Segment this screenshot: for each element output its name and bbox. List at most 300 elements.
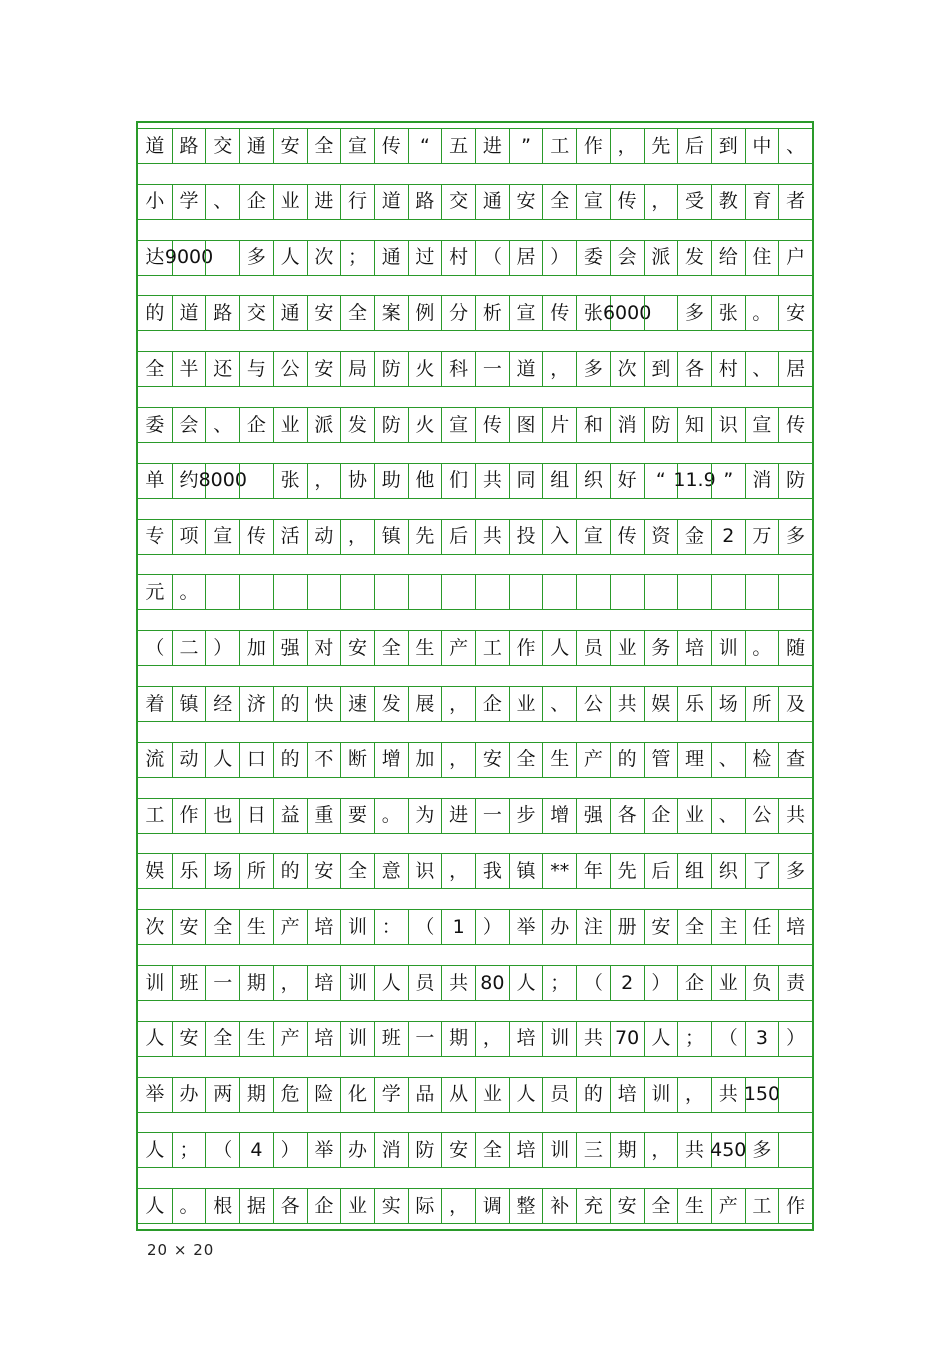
grid-row (138, 1132, 812, 1168)
grid-cell: 宣 (509, 296, 543, 330)
grid-cell: 业 (677, 799, 711, 833)
grid-cell: 防 (644, 408, 678, 442)
grid-cell: 例 (408, 296, 442, 330)
grid-cell: 也 (205, 799, 239, 833)
grid-cell: （ (711, 1022, 745, 1056)
grid-cell: 场 (205, 854, 239, 888)
grid-cell: 办 (172, 1078, 206, 1112)
grid-cell: 镇 (172, 687, 206, 721)
grid-cell: 会 (610, 241, 644, 275)
grid-cell: 培 (778, 910, 812, 944)
grid-cell (475, 575, 509, 609)
grid-cell: 据 (239, 1189, 273, 1223)
grid-cell: 培 (610, 1078, 644, 1112)
grid-cell: 助 (374, 464, 408, 498)
grid-cell: ） (205, 631, 239, 665)
grid-cell: 过 (408, 241, 442, 275)
grid-cell: 次 (307, 241, 341, 275)
grid-cell: 通 (239, 129, 273, 163)
grid-cell: 整 (509, 1189, 543, 1223)
grid-cell: （ (145, 636, 165, 659)
grid-cell: 中 (745, 129, 779, 163)
grid-cell: （ (475, 241, 509, 275)
grid-cell: 着 (145, 692, 165, 715)
grid-cell: 张 (576, 296, 610, 330)
grid-cell: 约 (172, 464, 206, 498)
grid-cell: 全 (374, 631, 408, 665)
grid-cell: 产 (711, 1189, 745, 1223)
grid-cell: 作 (576, 129, 610, 163)
grid-cell: 资 (644, 520, 678, 554)
grid-cell: 全 (542, 185, 576, 219)
grid-cell (441, 575, 475, 609)
grid-cell: “ (644, 464, 678, 498)
grid-cell: 经 (205, 687, 239, 721)
grid-cell: （ (408, 910, 442, 944)
grid-cell: 教 (711, 185, 745, 219)
grid-cell: 防 (778, 464, 812, 498)
grid-cell: 企 (239, 185, 273, 219)
grid-cell (745, 575, 779, 609)
grid-cell: 居 (509, 241, 543, 275)
grid-cell: 发 (677, 241, 711, 275)
grid-cell: 全 (205, 910, 239, 944)
grid-cell: 传 (610, 520, 644, 554)
grid-cell: 次 (610, 352, 644, 386)
grid-cell: 全 (340, 854, 374, 888)
grid-cell: ， (441, 687, 475, 721)
grid-cell: 负 (745, 966, 779, 1000)
grid-cell: 重 (307, 799, 341, 833)
grid-cell: 人 (145, 1027, 165, 1050)
grid-cell: 村 (441, 241, 475, 275)
grid-cell: 4 (239, 1133, 273, 1167)
grid-cell: 识 (408, 854, 442, 888)
grid-cell: 宣 (205, 520, 239, 554)
grid-cell (239, 575, 273, 609)
grid-cell: 宣 (745, 408, 779, 442)
grid-cell: 共 (711, 1078, 745, 1112)
grid-cell: 2 (610, 966, 644, 1000)
grid-cell: 培 (509, 1022, 543, 1056)
grid-cell: 一 (205, 966, 239, 1000)
grid-cell: 消 (745, 464, 779, 498)
grid-cell: 好 (610, 464, 644, 498)
grid-cell: 期 (239, 966, 273, 1000)
grid-row (138, 407, 812, 443)
grid-cell: 通 (475, 185, 509, 219)
grid-cell: 、 (711, 743, 745, 777)
grid-cell: 户 (778, 241, 812, 275)
grid-row (138, 630, 812, 666)
grid-cell: 业 (273, 185, 307, 219)
grid-cell: 8000 (205, 464, 239, 498)
grid-cell: 后 (677, 129, 711, 163)
grid-row (138, 128, 812, 164)
grid-cell: 村 (711, 352, 745, 386)
grid-cell: 共 (441, 966, 475, 1000)
grid-cell: 。 (745, 631, 779, 665)
grid-cell: 织 (576, 464, 610, 498)
grid-cell: 局 (340, 352, 374, 386)
grid-cell: 专 (145, 525, 165, 548)
grid-cell: 工 (145, 804, 165, 827)
grid-cell: 人 (374, 966, 408, 1000)
grid-cell: 业 (610, 631, 644, 665)
grid-cell: 9000 (172, 241, 206, 275)
grid-cell (711, 575, 745, 609)
grid-row (138, 686, 812, 722)
grid-cell: 多 (778, 854, 812, 888)
grid-cell: 人 (644, 1022, 678, 1056)
grid-cell: 道 (374, 185, 408, 219)
grid-cell: 危 (273, 1078, 307, 1112)
grid-cell: 管 (644, 743, 678, 777)
grid-cell: 快 (307, 687, 341, 721)
grid-cell: 一 (475, 799, 509, 833)
grid-cell: 多 (778, 520, 812, 554)
grid-cell: 多 (576, 352, 610, 386)
grid-cell: 化 (340, 1078, 374, 1112)
grid-cell: 全 (340, 296, 374, 330)
grid-cell: 公 (745, 799, 779, 833)
grid-cell: ； (172, 1133, 206, 1167)
grid-cell: 日 (239, 799, 273, 833)
grid-cell: ， (441, 743, 475, 777)
grid-cell: 强 (273, 631, 307, 665)
grid-cell: 安 (340, 631, 374, 665)
grid-cell: 道 (172, 296, 206, 330)
grid-cell: 期 (610, 1133, 644, 1167)
grid-cell: 举 (307, 1133, 341, 1167)
grid-cell (307, 575, 341, 609)
grid-row (138, 240, 812, 276)
grid-row (138, 463, 812, 499)
grid-cell: 各 (677, 352, 711, 386)
grid-cell (205, 241, 239, 275)
grid-cell: 培 (509, 1133, 543, 1167)
grid-cell: 展 (408, 687, 442, 721)
grid-cell: 先 (408, 520, 442, 554)
grid-cell: ： (374, 910, 408, 944)
grid-cell: 员 (542, 1078, 576, 1112)
grid-cell: ， (677, 1078, 711, 1112)
grid-cell: 从 (441, 1078, 475, 1112)
grid-cell: 。 (172, 575, 206, 609)
grid-cell: 业 (340, 1189, 374, 1223)
grid-cell: 通 (273, 296, 307, 330)
grid-cell: 产 (441, 631, 475, 665)
grid-cell: 育 (745, 185, 779, 219)
grid-cell: “ (408, 129, 442, 163)
grid-cell: ） (273, 1133, 307, 1167)
grid-cell: 产 (273, 910, 307, 944)
grid-cell: 安 (778, 296, 812, 330)
grid-cell (778, 1078, 812, 1112)
grid-cell: 举 (145, 1083, 165, 1106)
grid-cell: 人 (273, 241, 307, 275)
grid-cell: 交 (205, 129, 239, 163)
grid-cell: 员 (576, 631, 610, 665)
grid-cell: 镇 (509, 854, 543, 888)
grid-cell: 增 (374, 743, 408, 777)
grid-cell (374, 575, 408, 609)
grid-cell (677, 575, 711, 609)
grid-cell: 到 (644, 352, 678, 386)
grid-cell: 安 (610, 1189, 644, 1223)
grid-cell: 元 (145, 580, 165, 603)
grid-cell: 活 (273, 520, 307, 554)
grid-cell: 。 (745, 296, 779, 330)
grid-cell: 共 (610, 687, 644, 721)
grid-cell: 火 (408, 352, 442, 386)
grid-cell: 一 (408, 1022, 442, 1056)
grid-cell (239, 464, 273, 498)
grid-cell: 共 (677, 1133, 711, 1167)
grid-cell: 作 (172, 799, 206, 833)
grid-cell: 和 (576, 408, 610, 442)
grid-cell: 安 (307, 352, 341, 386)
grid-row (138, 798, 812, 834)
grid-cell: 娱 (644, 687, 678, 721)
grid-cell: 宣 (576, 185, 610, 219)
grid-cell: 培 (307, 1022, 341, 1056)
grid-cell: 委 (576, 241, 610, 275)
grid-cell: 传 (475, 408, 509, 442)
grid-cell: 补 (542, 1189, 576, 1223)
grid-cell: 。 (172, 1189, 206, 1223)
grid-cell: 行 (340, 185, 374, 219)
grid-cell: 务 (644, 631, 678, 665)
grid-cell: 工 (475, 631, 509, 665)
grid-cell: 年 (576, 854, 610, 888)
grid-cell: 强 (576, 799, 610, 833)
grid-row (138, 184, 812, 220)
grid-cell: 通 (374, 241, 408, 275)
grid-cell: 传 (239, 520, 273, 554)
grid-cell: 70 (610, 1022, 644, 1056)
grid-cell: 给 (711, 241, 745, 275)
grid-cell: 传 (374, 129, 408, 163)
grid-cell: 传 (610, 185, 644, 219)
grid-cell: 居 (778, 352, 812, 386)
grid-cell: ） (542, 241, 576, 275)
grid-cell: 动 (172, 743, 206, 777)
grid-cell: ， (441, 854, 475, 888)
grid-cell (644, 575, 678, 609)
grid-cell: 道 (509, 352, 543, 386)
grid-cell: 主 (711, 910, 745, 944)
grid-cell: 业 (273, 408, 307, 442)
grid-cell: 进 (441, 799, 475, 833)
grid-cell: 办 (542, 910, 576, 944)
grid-cell: 人 (542, 631, 576, 665)
grid-cell: 不 (307, 743, 341, 777)
grid-row (138, 853, 812, 889)
grid-cell: 路 (172, 129, 206, 163)
grid-cell: 学 (374, 1078, 408, 1112)
grid-cell: 培 (307, 910, 341, 944)
grid-cell: 各 (610, 799, 644, 833)
grid-cell: 生 (408, 631, 442, 665)
grid-cell: 火 (408, 408, 442, 442)
grid-cell (778, 575, 812, 609)
grid-cell: 加 (239, 631, 273, 665)
grid-cell: 安 (441, 1133, 475, 1167)
grid-cell: 训 (711, 631, 745, 665)
grid-cell: 发 (374, 687, 408, 721)
grid-cell: 多 (239, 241, 273, 275)
grid-cell: 道 (145, 134, 165, 157)
grid-cell (205, 575, 239, 609)
grid-cell: ** (542, 854, 576, 888)
grid-cell: 训 (340, 966, 374, 1000)
grid-cell: ， (273, 966, 307, 1000)
grid-row (138, 742, 812, 778)
grid-cell: 生 (239, 1022, 273, 1056)
grid-cell: 济 (239, 687, 273, 721)
grid-cell: 根 (205, 1189, 239, 1223)
grid-row (138, 574, 812, 610)
grid-cell: 调 (475, 1189, 509, 1223)
grid-cell: 发 (340, 408, 374, 442)
grid-cell: 注 (576, 910, 610, 944)
grid-cell: 宣 (441, 408, 475, 442)
grid-cell: 投 (509, 520, 543, 554)
grid-cell: 派 (644, 241, 678, 275)
grid-cell: ； (340, 241, 374, 275)
grid-cell: 业 (509, 687, 543, 721)
grid-cell: ” (711, 464, 745, 498)
grid-cell: 所 (745, 687, 779, 721)
grid-cell: 为 (408, 799, 442, 833)
grid-cell: 组 (677, 854, 711, 888)
grid-cell: 、 (778, 129, 812, 163)
grid-row (138, 1077, 812, 1113)
grid-cell: 培 (677, 631, 711, 665)
grid-cell: 的 (610, 743, 644, 777)
grid-cell: 理 (677, 743, 711, 777)
grid-cell: 多 (677, 296, 711, 330)
grid-cell: 安 (172, 1022, 206, 1056)
grid-cell: 150 (745, 1078, 779, 1112)
grid-cell (778, 1133, 812, 1167)
grid-cell (408, 575, 442, 609)
grid-cell: 实 (374, 1189, 408, 1223)
grid-cell: 加 (408, 743, 442, 777)
grid-cell: 业 (711, 966, 745, 1000)
grid-cell: 项 (172, 520, 206, 554)
grid-cell: 全 (677, 910, 711, 944)
grid-cell: 安 (509, 185, 543, 219)
grid-cell: 共 (778, 799, 812, 833)
grid-cell: 1 (441, 910, 475, 944)
grid-cell: 知 (677, 408, 711, 442)
grid-cell: 镇 (374, 520, 408, 554)
grid-cell: 两 (205, 1078, 239, 1112)
grid-cell: 织 (711, 854, 745, 888)
grid-cell: 进 (307, 185, 341, 219)
grid-cell: 三 (576, 1133, 610, 1167)
grid-cell: 派 (307, 408, 341, 442)
grid-cell: 与 (239, 352, 273, 386)
grid-cell: 及 (778, 687, 812, 721)
grid-cell: （ (576, 966, 610, 1000)
grid-cell: 员 (408, 966, 442, 1000)
grid-cell: 的 (273, 743, 307, 777)
grid-cell: 作 (509, 631, 543, 665)
grid-cell: 娱 (145, 859, 165, 882)
grid-cell: 安 (475, 743, 509, 777)
grid-cell: 同 (509, 464, 543, 498)
grid-cell (340, 575, 374, 609)
grid-cell: 各 (273, 1189, 307, 1223)
grid-cell: 企 (677, 966, 711, 1000)
grid-cell: 2 (711, 520, 745, 554)
grid-cell: 动 (307, 520, 341, 554)
grid-cell: ） (644, 966, 678, 1000)
grid-cell: 组 (542, 464, 576, 498)
grid-cell: 益 (273, 799, 307, 833)
grid-cell: 训 (644, 1078, 678, 1112)
grid-cell: 多 (745, 1133, 779, 1167)
grid-cell: 宣 (340, 129, 374, 163)
grid-cell: 受 (677, 185, 711, 219)
grid-cell: 期 (441, 1022, 475, 1056)
grid-cell: 产 (576, 743, 610, 777)
grid-cell: ， (542, 352, 576, 386)
grid-cell: 充 (576, 1189, 610, 1223)
grid-cell (509, 575, 543, 609)
grid-cell: 共 (576, 1022, 610, 1056)
grid-cell: 路 (408, 185, 442, 219)
grid-row (138, 909, 812, 945)
grid-cell: 企 (644, 799, 678, 833)
grid-cell: 交 (441, 185, 475, 219)
grid-cell: 班 (374, 1022, 408, 1056)
grid-cell: 先 (610, 854, 644, 888)
grid-cell: 人 (205, 743, 239, 777)
grid-cell: 全 (475, 1133, 509, 1167)
grid-cell: 者 (778, 185, 812, 219)
grid-cell: 公 (273, 352, 307, 386)
grid-cell: 识 (711, 408, 745, 442)
grid-cell: 安 (307, 296, 341, 330)
grid-cell: 乐 (172, 854, 206, 888)
grid-cell: 传 (542, 296, 576, 330)
grid-cell: 训 (542, 1133, 576, 1167)
grid-cell: 公 (576, 687, 610, 721)
grid-cell: 宣 (576, 520, 610, 554)
grid-cell: 协 (340, 464, 374, 498)
grid-cell: 品 (408, 1078, 442, 1112)
grid-cell: 工 (745, 1189, 779, 1223)
grid-cell: 全 (307, 129, 341, 163)
grid-cell: 训 (340, 910, 374, 944)
grid-cell: 还 (205, 352, 239, 386)
grid-cell: 流 (145, 748, 165, 771)
grid-cell: 步 (509, 799, 543, 833)
grid-cell: 进 (475, 129, 509, 163)
grid-cell: 防 (374, 408, 408, 442)
grid-cell: 他 (408, 464, 442, 498)
grid-cell: 二 (172, 631, 206, 665)
grid-cell: 共 (475, 520, 509, 554)
grid-row (138, 1188, 812, 1224)
grid-cell: 生 (542, 743, 576, 777)
grid-cell: 人 (145, 1194, 165, 1217)
grid-row (138, 519, 812, 555)
